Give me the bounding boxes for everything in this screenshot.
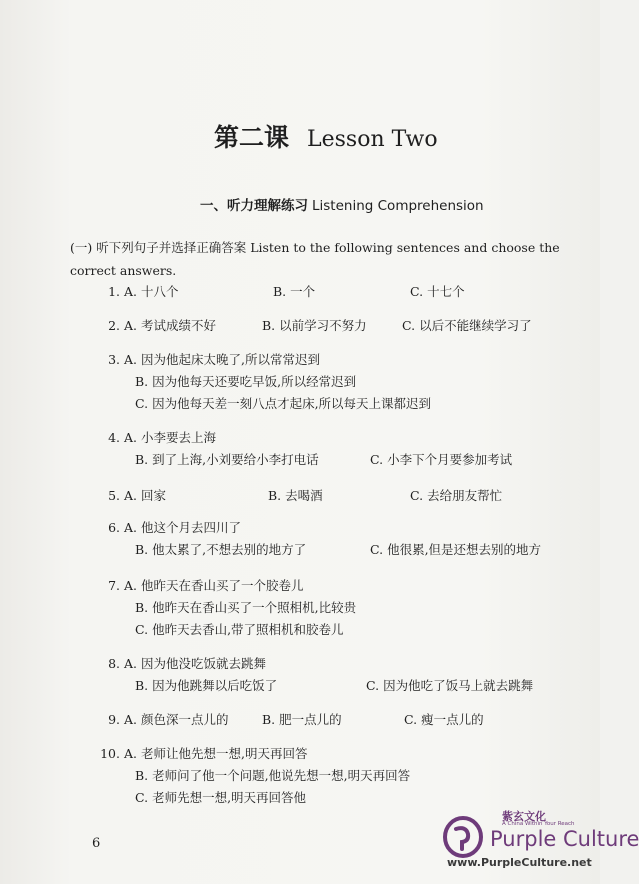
option-a: A. 他昨天在香山买了一个胶卷儿 [124, 578, 304, 593]
lesson-title [214, 118, 438, 154]
question-number: 1. [108, 284, 120, 299]
purple-culture-emblem-icon [442, 816, 484, 858]
question-number: 9. [108, 712, 120, 727]
lesson-title-cn: 第二课 [214, 123, 290, 152]
question-7 [92, 576, 303, 594]
brand-name-cn: 紫玄文化 [502, 810, 546, 823]
option-b: B. 肥一点儿的 [262, 712, 342, 727]
option-c: C. 因为他每天差一刻八点才起床,所以每天上课都迟到 [135, 396, 432, 411]
question-6 [92, 518, 241, 536]
question-10 [92, 744, 307, 762]
option-b: B. 老师问了他一个问题,他说先想一想,明天再回答 [135, 768, 411, 783]
question-3 [92, 350, 320, 368]
option-c: C. 去给朋友帮忙 [410, 488, 503, 503]
option-a: A. 小李要去上海 [124, 430, 216, 445]
section-heading-en: Listening Comprehension [312, 198, 484, 214]
page-number: 6 [92, 836, 101, 851]
question-number: 6. [108, 520, 120, 535]
option-a: A. 颜色深一点儿的 [124, 712, 229, 727]
question-number: 4. [108, 430, 120, 445]
question-1 [92, 282, 178, 300]
section-heading [200, 194, 484, 214]
question-number: 10. [100, 746, 120, 761]
option-c: C. 小李下个月要参加考试 [370, 452, 513, 467]
option-a: A. 回家 [124, 488, 166, 503]
option-c: C. 瘦一点儿的 [404, 712, 484, 727]
question-8 [92, 654, 266, 672]
option-a: A. 因为他起床太晚了,所以常常迟到 [124, 352, 320, 367]
question-5 [92, 486, 166, 504]
section-heading-cn: 一、听力理解练习 [200, 198, 308, 214]
option-c: C. 他昨天去香山,带了照相机和胶卷儿 [135, 622, 344, 637]
option-c: C. 以后不能继续学习了 [402, 318, 532, 333]
option-a: A. 老师让他先想一想,明天再回答 [124, 746, 308, 761]
brand-url: www.PurpleCulture.net [447, 856, 592, 869]
option-c: C. 老师先想一想,明天再回答他 [135, 790, 307, 805]
question-4 [92, 428, 216, 446]
question-number: 3. [108, 352, 120, 367]
question-number: 8. [108, 656, 120, 671]
option-c: C. 十七个 [410, 284, 465, 299]
watermark-logo [442, 806, 639, 876]
question-9 [92, 710, 228, 728]
question-number: 7. [108, 578, 120, 593]
option-c: C. 因为他吃了饭马上就去跳舞 [366, 678, 534, 693]
option-a: A. 因为他没吃饭就去跳舞 [124, 656, 266, 671]
option-a: A. 十八个 [124, 284, 179, 299]
question-number: 2. [108, 318, 120, 333]
option-a: A. 他这个月去四川了 [124, 520, 241, 535]
option-b: B. 去喝酒 [268, 488, 323, 503]
option-b: B. 到了上海,小刘要给小李打电话 [135, 452, 319, 467]
option-b: B. 因为他每天还要吃早饭,所以经常迟到 [135, 374, 357, 389]
option-c: C. 他很累,但是还想去别的地方 [370, 542, 542, 557]
lesson-title-en: Lesson Two [307, 127, 438, 152]
option-b: B. 他太累了,不想去别的地方了 [135, 542, 307, 557]
question-number: 5. [108, 488, 120, 503]
brand-name-en: Purple Culture [490, 827, 639, 851]
brand-tagline: A China Within Your Reach [502, 821, 575, 827]
option-b: B. 一个 [273, 284, 316, 299]
option-a: A. 考试成绩不好 [124, 318, 216, 333]
option-b: B. 以前学习不努力 [262, 318, 367, 333]
option-b: B. 因为他跳舞以后吃饭了 [135, 678, 278, 693]
option-b: B. 他昨天在香山买了一个照相机,比较贵 [135, 600, 357, 615]
exercise-instruction: (一) 听下列句子并选择正确答案 Listen to the following sentences and choose the correct answers. [70, 240, 560, 278]
question-2 [92, 316, 216, 334]
